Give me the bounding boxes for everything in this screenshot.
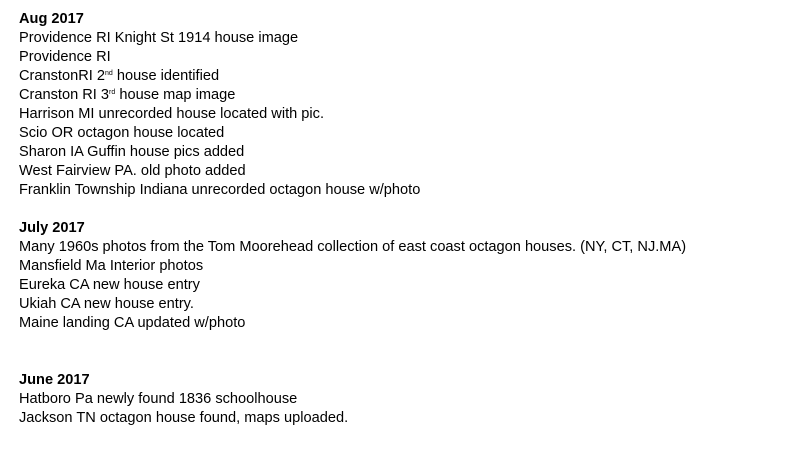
entry-text: Cranston RI 3 <box>19 87 110 103</box>
list-item: Mansfield Ma Interior photos <box>19 258 204 274</box>
list-item <box>19 86 797 105</box>
list-item: Eureka CA new house entry <box>19 277 200 293</box>
list-item: Ukiah CA new house entry. <box>19 296 194 312</box>
section-heading: Aug 2017 <box>19 11 84 27</box>
list-item: Franklin Township Indiana unrecorded octagon house w/photo <box>19 182 421 198</box>
list-item: Hatboro Pa newly found 1836 schoolhouse <box>19 391 298 407</box>
spacer <box>19 200 797 219</box>
section-july-2017 <box>19 219 797 333</box>
list-item: Sharon IA Guffin house pics added <box>19 144 245 160</box>
spacer <box>19 333 797 371</box>
section-june-2017 <box>19 371 797 428</box>
entry-text: house map image <box>115 87 236 103</box>
list-item: Many 1960s photos from the Tom Moorehead collection of east coast octagon houses. (NY, CT, NJ.MA) <box>19 239 687 255</box>
section-aug-2017 <box>19 10 797 200</box>
list-item: Maine landing CA updated w/photo <box>19 315 246 331</box>
list-item: West Fairview PA. old photo added <box>19 163 246 179</box>
entry-text: house identified <box>112 68 220 84</box>
list-item: Harrison MI unrecorded house located with pic. <box>19 106 325 122</box>
entry-text: CranstonRI 2 <box>19 68 105 84</box>
list-item <box>19 67 797 86</box>
list-item: Providence RI <box>19 49 111 65</box>
list-item: Scio OR octagon house located <box>19 125 225 141</box>
list-item: Providence RI Knight St 1914 house image <box>19 30 299 46</box>
list-item: Jackson TN octagon house found, maps uploaded. <box>19 410 349 426</box>
section-heading: July 2017 <box>19 220 85 236</box>
ordinal-suffix: rd <box>109 89 116 96</box>
ordinal-suffix: nd <box>104 70 113 77</box>
section-heading: June 2017 <box>19 372 90 388</box>
